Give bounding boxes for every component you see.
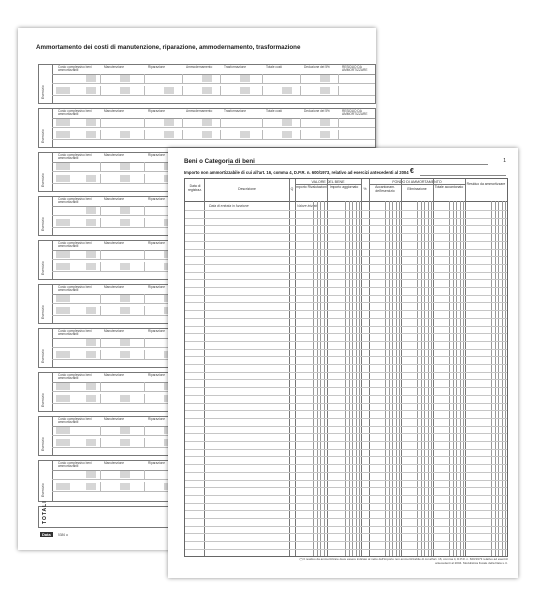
register-row-line[interactable] <box>185 295 507 296</box>
shaded-cell <box>320 87 330 94</box>
cell-divider <box>262 86 263 95</box>
shaded-cell <box>120 471 130 478</box>
cell-divider <box>144 118 145 127</box>
cell-divider <box>262 74 263 83</box>
register-row-line[interactable] <box>185 503 507 504</box>
cell-divider <box>100 174 101 183</box>
column-divider <box>401 179 402 556</box>
year-label: Esercizio <box>41 129 45 143</box>
cell-divider <box>100 206 101 215</box>
shaded-cell <box>56 295 70 302</box>
shaded-cell <box>120 131 130 138</box>
cell-divider <box>100 394 101 403</box>
cell-divider <box>144 174 145 183</box>
cell-divider <box>100 294 101 303</box>
column-divider <box>369 179 370 556</box>
cell-divider <box>144 482 145 491</box>
shaded-cell <box>120 427 130 434</box>
depreciation-register-table <box>184 178 508 557</box>
block-header-cell: Deduzione del 5% <box>304 109 330 113</box>
shaded-cell <box>86 131 96 138</box>
shaded-cell <box>240 75 250 82</box>
cell-divider <box>220 130 221 139</box>
cell-divider <box>262 118 263 127</box>
cell-divider <box>100 74 101 83</box>
register-row-line[interactable] <box>185 510 507 511</box>
front-sheet <box>168 148 518 578</box>
year-label: Esercizio <box>41 393 45 407</box>
shaded-cell <box>56 439 70 446</box>
shaded-cell <box>120 207 130 214</box>
table-header <box>185 179 507 202</box>
block-header-cell: Trasformazione <box>224 65 247 69</box>
cell-divider <box>338 74 339 83</box>
block-header-cell: Riparazione <box>148 461 166 465</box>
year-side <box>39 417 53 455</box>
block-entry-row[interactable] <box>52 74 375 84</box>
year-block <box>38 64 376 104</box>
footnote: (*) Il residuo da ammortizzare deve essere indicato al netto dell'importo non ammortizzabile di cui all'art. 16, comma 4, D.P.R. n. 600/1973 relativo ad esercizi antecedenti al 2004. Modulistica fiscale della Data s.r.l. <box>299 557 508 565</box>
shaded-cell <box>240 87 250 94</box>
block-header-cell: Riparazione <box>148 65 166 69</box>
cell-divider <box>144 162 145 171</box>
register-row-line[interactable] <box>185 449 507 450</box>
column-divider <box>433 179 434 556</box>
register-row-line[interactable] <box>185 241 507 242</box>
register-row-line[interactable] <box>185 218 507 219</box>
column-divider <box>289 179 290 556</box>
cell-divider <box>220 74 221 83</box>
block-header-cell: Deduzione del 5% <box>304 65 330 69</box>
block-header-cell: Totale costi <box>266 109 282 113</box>
block-header-cell: Manutenzione <box>104 285 125 289</box>
shaded-cell <box>320 131 330 138</box>
cell-divider <box>338 86 339 95</box>
cell-divider <box>100 262 101 271</box>
block-header-cell: Riparazione <box>148 109 166 113</box>
register-row-line[interactable] <box>185 318 507 319</box>
back-sheet-title: Ammortamento dei costi di manutenzione, riparazione, ammodernamento, trasformazione <box>36 44 301 51</box>
shaded-cell <box>282 131 292 138</box>
non-deductible-amount-field[interactable] <box>420 175 506 176</box>
shaded-cell <box>86 439 96 446</box>
cell-divider <box>144 470 145 479</box>
column-divider <box>295 179 296 556</box>
register-row-line[interactable] <box>185 333 507 334</box>
cell-divider <box>182 130 183 139</box>
shaded-cell <box>56 119 70 126</box>
year-side <box>39 373 53 411</box>
shaded-cell <box>56 175 70 182</box>
block-header-cell: Manutenzione <box>104 65 125 69</box>
cell-divider <box>144 350 145 359</box>
shaded-cell <box>56 483 70 490</box>
cell-divider <box>100 426 101 435</box>
block-header-cell: Costo complessivo beni ammortizzabili <box>58 153 92 161</box>
shaded-cell <box>120 175 130 182</box>
shaded-cell <box>56 383 70 390</box>
group-asset-value: VALORE DEL BENE <box>295 180 361 185</box>
hint-entry-date: Data di entrata in funzione <box>209 204 249 208</box>
block-header-cell: Riparazione <box>148 241 166 245</box>
cell-divider <box>144 438 145 447</box>
shaded-cell <box>56 219 70 226</box>
register-row-line[interactable] <box>185 302 507 303</box>
shaded-cell <box>120 263 130 270</box>
column-divider <box>327 179 328 556</box>
brand-logo: Data <box>42 532 51 537</box>
block-header-cell: RESIDUO DA AMMORTIZZARE <box>342 65 368 73</box>
cell-divider <box>300 86 301 95</box>
block-header-cell: Manutenzione <box>104 153 125 157</box>
shaded-cell <box>86 263 96 270</box>
block-header-cell: Riparazione <box>148 285 166 289</box>
register-row-line[interactable] <box>185 403 507 404</box>
shaded-cell <box>120 87 130 94</box>
block-header-cell: Totale costi <box>266 65 282 69</box>
register-row-line[interactable] <box>185 387 507 388</box>
col-residual: Residuo da ammortizzare <box>466 182 506 186</box>
col-total-allocated: Totale accantonato <box>434 185 464 189</box>
register-row-line[interactable] <box>185 372 507 373</box>
cell-divider <box>100 306 101 315</box>
shaded-cell <box>120 351 130 358</box>
cell-divider <box>100 382 101 391</box>
register-row-line[interactable] <box>185 256 507 257</box>
block-header-cell: Riparazione <box>148 329 166 333</box>
cell-divider <box>182 86 183 95</box>
year-side <box>39 461 53 501</box>
shaded-cell <box>86 351 96 358</box>
shaded-cell <box>86 251 96 258</box>
block-header-cell: Manutenzione <box>104 109 125 113</box>
register-row-line[interactable] <box>185 526 507 527</box>
cell-divider <box>100 350 101 359</box>
register-row-line[interactable] <box>185 264 507 265</box>
register-row-line[interactable] <box>185 480 507 481</box>
register-row-line[interactable] <box>185 310 507 311</box>
block-header-cell: Ammodernamento <box>186 65 213 69</box>
asset-category-title: Beni o Categoria di beni <box>184 158 255 165</box>
year-side <box>39 197 53 235</box>
year-side <box>39 329 53 367</box>
shaded-cell <box>120 439 130 446</box>
block-header-cell: Manutenzione <box>104 373 125 377</box>
shaded-cell <box>120 307 130 314</box>
register-row-line[interactable] <box>185 418 507 419</box>
cell-divider <box>100 118 101 127</box>
cell-divider <box>144 130 145 139</box>
year-block <box>38 108 376 148</box>
shaded-cell <box>120 395 130 402</box>
cell-divider <box>100 130 101 139</box>
register-row-line[interactable] <box>185 549 507 550</box>
shaded-cell <box>120 219 130 226</box>
register-row-line[interactable] <box>185 395 507 396</box>
register-row-line[interactable] <box>185 541 507 542</box>
register-row-line[interactable] <box>185 456 507 457</box>
year-side <box>39 153 53 191</box>
shaded-cell <box>86 207 96 214</box>
euro-symbol: € <box>410 168 414 175</box>
block-header-cell: Ammodernamento <box>186 109 213 113</box>
asset-category-field[interactable] <box>228 164 488 165</box>
cell-divider <box>100 250 101 259</box>
block-header-cell: Manutenzione <box>104 197 125 201</box>
shaded-cell <box>202 119 212 126</box>
cell-divider <box>100 162 101 171</box>
shaded-cell <box>56 131 70 138</box>
shaded-cell <box>164 131 174 138</box>
col-description: Descrizione <box>238 187 256 191</box>
register-row-line[interactable] <box>185 533 507 534</box>
col-q: Q <box>290 187 294 191</box>
register-row-line[interactable] <box>185 441 507 442</box>
col-date: Data di registraz. <box>188 184 202 192</box>
year-label: Esercizio <box>41 483 45 497</box>
col-revaluations: Importo Rivalutazioni <box>295 185 327 189</box>
year-label: Esercizio <box>41 85 45 99</box>
block-header-cell: Trasformazione <box>224 109 247 113</box>
cell-divider <box>338 130 339 139</box>
year-label: Esercizio <box>41 437 45 451</box>
register-row-line[interactable] <box>185 341 507 342</box>
cell-divider <box>144 262 145 271</box>
register-row-line[interactable] <box>185 364 507 365</box>
shaded-cell <box>86 87 96 94</box>
shaded-cell <box>56 395 70 402</box>
shaded-cell <box>164 87 174 94</box>
cell-divider <box>300 74 301 83</box>
year-side <box>39 65 53 103</box>
block-header-cell: Costo complessivo beni ammortizzabili <box>58 461 92 469</box>
shaded-cell <box>202 131 212 138</box>
shaded-cell <box>56 163 70 170</box>
register-row-line[interactable] <box>185 349 507 350</box>
block-entry-row[interactable] <box>52 86 375 96</box>
block-header-cell: RESIDUO DA AMMORTIZZARE <box>342 109 368 117</box>
block-entry-row[interactable] <box>52 130 375 140</box>
form-code: 5386 a <box>58 533 68 537</box>
cell-divider <box>100 86 101 95</box>
year-label: Esercizio <box>41 217 45 231</box>
year-label: Esercizio <box>41 305 45 319</box>
block-header-cell: Costo complessivo beni ammortizzabili <box>58 329 92 337</box>
cell-divider <box>144 338 145 347</box>
register-row-line[interactable] <box>185 472 507 473</box>
shaded-cell <box>86 119 96 126</box>
register-row-line[interactable] <box>185 272 507 273</box>
year-side <box>39 109 53 147</box>
block-header-cell: Manutenzione <box>104 241 125 245</box>
group-depreciation-fund: FONDO DI AMMORTAMENTO <box>369 180 465 185</box>
cell-divider <box>300 130 301 139</box>
register-row-line[interactable] <box>185 410 507 411</box>
col-updated-amount: Importo aggiornato <box>329 185 359 189</box>
shaded-cell <box>56 351 70 358</box>
cell-divider <box>144 250 145 259</box>
block-entry-row[interactable] <box>52 118 375 128</box>
shaded-cell <box>56 427 70 434</box>
col-elimination: Eliminazione <box>407 187 427 191</box>
register-row-line[interactable] <box>185 464 507 465</box>
block-header-cell: Costo complessivo beni ammortizzabili <box>58 285 92 293</box>
cell-divider <box>300 118 301 127</box>
shaded-cell <box>282 119 292 126</box>
cell-divider <box>144 218 145 227</box>
shaded-cell <box>86 75 96 82</box>
shaded-cell <box>120 483 130 490</box>
block-header-cell: Riparazione <box>148 417 166 421</box>
column-divider <box>465 179 466 556</box>
year-side <box>39 241 53 279</box>
shaded-cell <box>86 219 96 226</box>
cell-divider <box>100 438 101 447</box>
block-header-cell: Costo complessivo beni ammortizzabili <box>58 197 92 205</box>
cell-divider <box>100 482 101 491</box>
register-row-line[interactable] <box>185 487 507 488</box>
cell-divider <box>182 74 183 83</box>
shaded-cell <box>202 87 212 94</box>
shaded-cell <box>320 119 330 126</box>
block-header-cell: Manutenzione <box>104 329 125 333</box>
shaded-cell <box>320 75 330 82</box>
register-row-line[interactable] <box>185 326 507 327</box>
shaded-cell <box>120 163 130 170</box>
shaded-cell <box>86 339 96 346</box>
year-label: Esercizio <box>41 173 45 187</box>
shaded-cell <box>120 339 130 346</box>
cell-divider <box>100 218 101 227</box>
shaded-cell <box>86 175 96 182</box>
register-row-line[interactable] <box>185 210 507 211</box>
shaded-cell <box>86 383 96 390</box>
block-header-cell: Riparazione <box>148 373 166 377</box>
shaded-cell <box>120 295 130 302</box>
shaded-cell <box>120 75 130 82</box>
cell-divider <box>100 338 101 347</box>
cell-divider <box>144 86 145 95</box>
shaded-cell <box>56 307 70 314</box>
cell-divider <box>338 118 339 127</box>
shaded-cell <box>240 131 250 138</box>
shaded-cell <box>56 87 70 94</box>
register-row-line[interactable] <box>185 249 507 250</box>
shaded-cell <box>282 87 292 94</box>
block-header-cell: Riparazione <box>148 153 166 157</box>
shaded-cell <box>86 395 96 402</box>
page-number: 1 <box>503 158 506 164</box>
year-side <box>39 285 53 323</box>
cell-divider <box>262 130 263 139</box>
cell-divider <box>182 118 183 127</box>
block-header-cell: Costo complessivo beni ammortizzabili <box>58 417 92 425</box>
block-header-cell: Costo complessivo beni ammortizzabili <box>58 65 92 73</box>
column-divider <box>361 179 362 556</box>
non-deductible-caption: Importo non ammortizzabile di cui all'art. 16, comma 4, D.P.R. n. 600/1973, relativo ad esercizi antecedenti al 2004 <box>184 170 409 175</box>
cell-divider <box>144 206 145 215</box>
block-header-cell: Costo complessivo beni ammortizzabili <box>58 241 92 249</box>
register-row-line[interactable] <box>185 426 507 427</box>
cell-divider <box>144 382 145 391</box>
block-header-cell: Manutenzione <box>104 461 125 465</box>
register-row-line[interactable] <box>185 495 507 496</box>
block-header-cell: Riparazione <box>148 197 166 201</box>
shaded-cell <box>202 75 212 82</box>
col-annual-allocation: Accantonam. dell'esercizio <box>375 185 395 193</box>
register-row-line[interactable] <box>185 379 507 380</box>
register-row-line[interactable] <box>185 279 507 280</box>
cell-divider <box>144 294 145 303</box>
cell-divider <box>220 86 221 95</box>
cell-divider <box>220 118 221 127</box>
block-header-cell: Costo complessivo beni ammortizzabili <box>58 373 92 381</box>
register-row-line[interactable] <box>185 287 507 288</box>
year-label: Esercizio <box>41 261 45 275</box>
shaded-cell <box>86 483 96 490</box>
register-row-line[interactable] <box>185 225 507 226</box>
cell-divider <box>144 306 145 315</box>
column-divider <box>204 179 205 556</box>
cell-divider <box>144 394 145 403</box>
shaded-cell <box>56 263 70 270</box>
hint-initial-value: Valore iniziale <box>297 204 318 208</box>
block-header-cell: Costo complessivo beni ammortizzabili <box>58 109 92 117</box>
register-row-line[interactable] <box>185 233 507 234</box>
cell-divider <box>144 426 145 435</box>
shaded-cell <box>56 251 70 258</box>
cell-divider <box>144 74 145 83</box>
register-row-line[interactable] <box>185 356 507 357</box>
totals-label: TOTALI <box>42 500 48 524</box>
col-percent: % <box>363 187 367 191</box>
block-header-cell: Manutenzione <box>104 417 125 421</box>
register-row-line[interactable] <box>185 433 507 434</box>
cell-divider <box>100 470 101 479</box>
shaded-cell <box>86 307 96 314</box>
register-row-line[interactable] <box>185 518 507 519</box>
shaded-cell <box>164 119 174 126</box>
year-label: Esercizio <box>41 349 45 363</box>
shaded-cell <box>86 471 96 478</box>
